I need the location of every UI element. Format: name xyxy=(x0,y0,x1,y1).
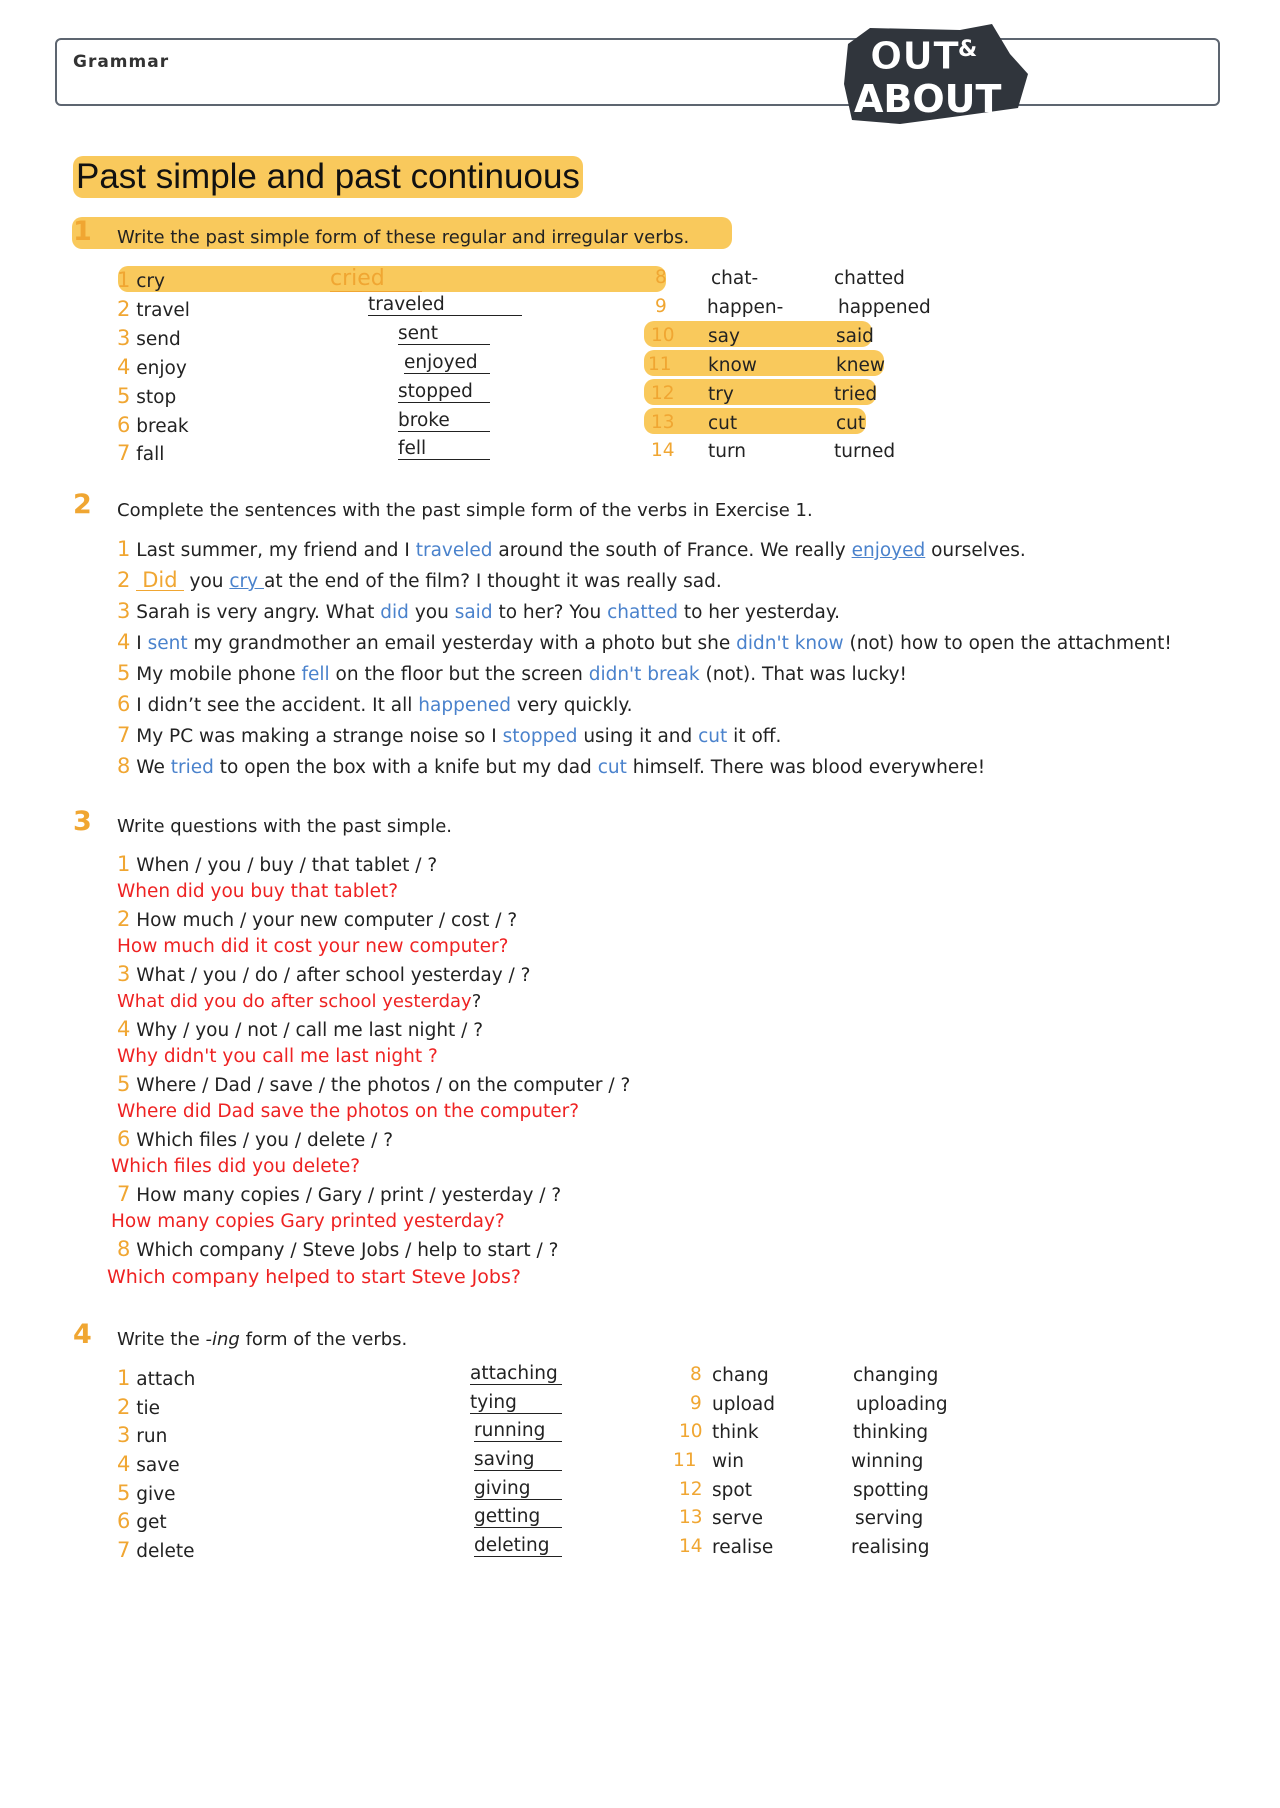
ex1-left-answer: stopped xyxy=(398,381,490,403)
ex4-right-num: 9 xyxy=(690,1393,702,1414)
ex4-right-verb: win xyxy=(712,1451,744,1472)
ex3-prompt: 4 Why / you / not / call me last night / ? xyxy=(117,1017,484,1041)
ex3-answer: How many copies Gary printed yesterday? xyxy=(111,1211,505,1232)
ex1-right-answer: chatted xyxy=(834,268,905,289)
ex4-left-item: 6 get xyxy=(117,1509,167,1533)
ex4-left-item: 2 tie xyxy=(117,1395,161,1419)
ex1-left-item: 6 break xyxy=(117,413,189,437)
logo-out-text: OUT xyxy=(870,34,960,78)
ex4-left-answer: deleting xyxy=(470,1535,562,1557)
ex4-left-answer: attaching xyxy=(470,1363,562,1385)
ex4-right-answer: winning xyxy=(851,1451,924,1472)
ex1-right-answer: happened xyxy=(838,297,931,318)
ex4-left-item: 5 give xyxy=(117,1481,176,1505)
ex1-left-item: 3 send xyxy=(117,326,181,350)
page-title: Past simple and past continuous xyxy=(73,156,583,198)
ex1-left-item: 7 fall xyxy=(117,441,165,465)
ex2-sentence-2: 2 Did you cry at the end of the film? I thought it was really sad. xyxy=(117,568,722,592)
ex3-answer: How much did it cost your new computer? xyxy=(117,936,509,957)
ex4-right-answer: thinking xyxy=(853,1422,929,1443)
ex1-row13-highlight xyxy=(644,408,866,434)
ex2-number: 2 xyxy=(73,489,92,520)
ex1-left-item: 1 cry xyxy=(117,268,165,292)
ex3-answer: Which company helped to start Steve Jobs? xyxy=(107,1266,521,1288)
ex4-right-num: 11 xyxy=(673,1450,697,1471)
ex3-answer: What did you do after school yesterday? xyxy=(117,991,482,1012)
ex2-instruction: Complete the sentences with the past simple form of the verbs in Exercise 1. xyxy=(117,500,813,521)
header-box xyxy=(55,38,1220,106)
ex1-left-answer: cried xyxy=(330,266,422,292)
ex1-right-num: 12 xyxy=(651,383,675,404)
ex1-left-answer: enjoyed xyxy=(398,352,490,374)
ex3-answer: Where did Dad save the photos on the computer? xyxy=(117,1101,580,1122)
out-and-about-logo xyxy=(840,24,1030,128)
ex4-right-answer: changing xyxy=(853,1365,939,1386)
ex2-sentence-1: 1 Last summer, my friend and I traveled around the south of France. We really enjoyed ourselves. xyxy=(117,537,1026,561)
ex1-right-num: 13 xyxy=(651,412,675,433)
ex4-right-verb: upload xyxy=(712,1394,776,1415)
ex1-right-answer: turned xyxy=(834,441,896,462)
ex4-right-answer: realising xyxy=(851,1537,930,1558)
ex3-prompt: 5 Where / Dad / save / the photos / on the computer / ? xyxy=(117,1072,631,1096)
ex1-right-answer: knew xyxy=(836,355,885,376)
ex2-sentence-7: 7 My PC was making a strange noise so I stopped using it and cut it off. xyxy=(117,723,782,747)
ex1-right-verb: cut xyxy=(708,413,738,434)
ex4-left-answer: running xyxy=(470,1420,562,1442)
ex1-right-verb: say xyxy=(708,326,740,347)
ex4-right-num: 8 xyxy=(690,1364,702,1385)
ex4-left-answer: getting xyxy=(470,1506,562,1528)
ex1-number: 1 xyxy=(73,216,92,247)
ex3-prompt: 7 How many copies / Gary / print / yesterday / ? xyxy=(117,1182,562,1206)
ex1-left-item: 4 enjoy xyxy=(117,355,187,379)
ex2-sentence-8: 8 We tried to open the box with a knife but my dad cut himself. There was blood everywhere! xyxy=(117,754,986,778)
ex4-right-num: 13 xyxy=(679,1507,703,1528)
ex1-left-item: 5 stop xyxy=(117,384,177,408)
ex1-left-answer: sent xyxy=(398,323,490,345)
ex3-prompt: 2 How much / your new computer / cost / ? xyxy=(117,907,518,931)
ex2-sentence-6: 6 I didn’t see the accident. It all happened very quickly. xyxy=(117,692,633,716)
ex4-left-answer: tying xyxy=(470,1392,562,1414)
ex1-right-verb: try xyxy=(708,384,734,405)
ex1-right-answer: cut xyxy=(836,413,866,434)
ex1-right-num: 8 xyxy=(655,267,667,288)
ex4-left-item: 4 save xyxy=(117,1452,180,1476)
ex4-left-answer: giving xyxy=(470,1478,562,1500)
ex4-right-verb: spot xyxy=(712,1480,752,1501)
ex4-right-num: 14 xyxy=(679,1536,703,1557)
ex1-right-verb: turn xyxy=(708,441,746,462)
ex3-number: 3 xyxy=(73,806,92,837)
ex4-right-answer: serving xyxy=(855,1508,924,1529)
ex4-left-item: 3 run xyxy=(117,1423,168,1447)
ex3-prompt: 3 What / you / do / after school yesterday / ? xyxy=(117,962,531,986)
ex4-right-num: 12 xyxy=(679,1479,703,1500)
ex4-left-item: 7 delete xyxy=(117,1538,195,1562)
ex3-answer: When did you buy that tablet? xyxy=(117,881,399,902)
ex3-answer: Which files did you delete? xyxy=(111,1156,361,1177)
ex1-right-answer: said xyxy=(836,326,874,347)
ex1-right-answer: tried xyxy=(834,384,878,405)
ex4-right-verb: realise xyxy=(712,1537,774,1558)
ex1-left-answer: broke xyxy=(398,410,490,432)
ex1-right-num: 10 xyxy=(651,325,675,346)
ex3-prompt: 8 Which company / Steve Jobs / help to start / ? xyxy=(117,1237,559,1261)
ex1-right-verb: chat- xyxy=(711,268,759,289)
ex1-right-verb: happen- xyxy=(707,297,784,318)
ex1-instruction: Write the past simple form of these regular and irregular verbs. xyxy=(117,227,690,248)
logo-about-text: ABOUT xyxy=(854,77,1002,121)
ex1-right-num: 9 xyxy=(655,296,667,317)
ex4-right-verb: chang xyxy=(712,1365,769,1386)
ex4-right-num: 10 xyxy=(679,1421,703,1442)
ex4-right-verb: think xyxy=(712,1422,759,1443)
ex1-left-answer: traveled xyxy=(368,294,522,316)
ex4-number: 4 xyxy=(73,1319,92,1350)
ex4-left-answer: saving xyxy=(470,1449,562,1471)
ex1-left-answer: fell xyxy=(398,438,490,460)
header-label: Grammar xyxy=(73,52,170,72)
ex3-prompt: 1 When / you / buy / that tablet / ? xyxy=(117,852,438,876)
ex1-right-verb: know xyxy=(708,355,757,376)
ex3-instruction: Write questions with the past simple. xyxy=(117,816,453,837)
ex2-sentence-5: 5 My mobile phone fell on the floor but the screen didn't break (not). That was lucky! xyxy=(117,661,907,685)
ex2-sentence-3: 3 Sarah is very angry. What did you said to her? You chatted to her yesterday. xyxy=(117,599,841,623)
logo-amp-text: & xyxy=(958,37,978,62)
ex1-right-num: 11 xyxy=(648,354,672,375)
ex3-answer: Why didn't you call me last night ? xyxy=(117,1046,438,1067)
ex1-right-num: 14 xyxy=(651,440,675,461)
ex4-right-verb: serve xyxy=(712,1508,763,1529)
ex1-left-item: 2 travel xyxy=(117,297,190,321)
ex4-right-answer: uploading xyxy=(856,1394,948,1415)
ex4-left-item: 1 attach xyxy=(117,1366,196,1390)
ex4-right-answer: spotting xyxy=(853,1480,929,1501)
ex3-prompt: 6 Which files / you / delete / ? xyxy=(117,1127,394,1151)
ex2-sentence-4: 4 I sent my grandmother an email yesterday with a photo but she didn't know (not) how to open the attachment! xyxy=(117,630,1172,654)
ex4-instruction: Write the -ing form of the verbs. xyxy=(117,1329,408,1350)
